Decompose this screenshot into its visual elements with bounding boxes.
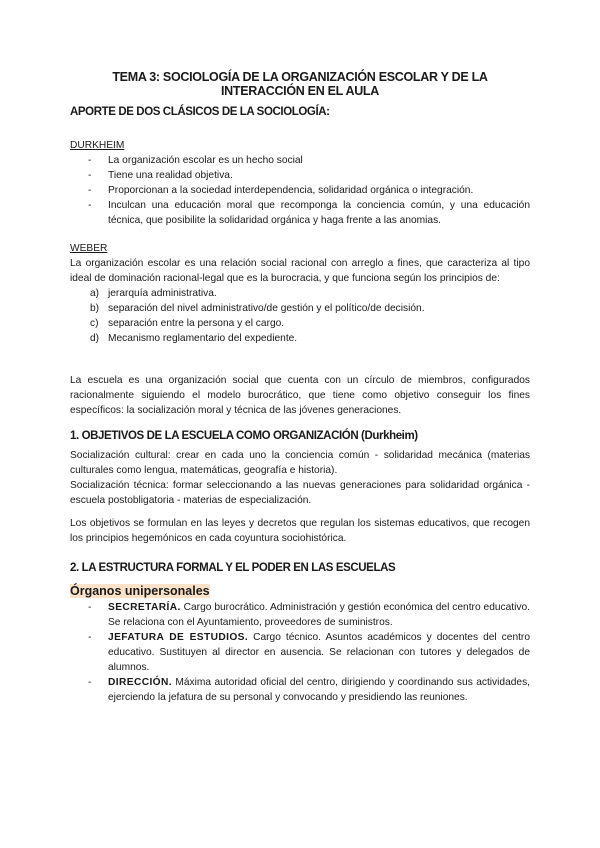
section2-body	[70, 584, 530, 705]
weber-label: WEBER	[70, 243, 108, 254]
document-title: TEMA 3: SOCIOLOGÍA DE LA ORGANIZACIÓN ESCOLAR Y DE LA INTERACCIÓN EN EL AULA	[112, 70, 488, 98]
list-item: c) separación entre la persona y el cargo.	[90, 318, 285, 329]
organos-list	[70, 600, 530, 705]
durkheim-list	[70, 153, 530, 228]
list-item: - SECRETARÍA. Cargo burocrático. Administración y gestión económica del centro educativo. Se relaciona con el Ayuntamiento, proveedores de suministros.	[88, 602, 530, 628]
weber-closing: La escuela es una organización social que cuenta con un círculo de miembros, configurados racionalmente siguiendo el modelo burocrático, que tiene como objetivo conseguir los fines específicos: la socialización moral y técnica de las jóvenes generaciones.	[70, 375, 530, 416]
list-item: a) jerarquía administrativa.	[90, 288, 217, 299]
section1-p3: Los objetivos se formulan en las leyes y decretos que regulan los sistemas educativos, que recogen los principios hegemónicos en cada coyuntura sociohistórica.	[70, 518, 530, 544]
section1-p2: Socialización técnica: formar seleccionando a las nuevas generaciones para solidaridad orgánica - escuela postobligatoria - materias de especialización.	[70, 480, 530, 506]
list-item: - Tiene una realidad objetiva.	[88, 170, 233, 181]
section1-body	[70, 448, 530, 546]
weber-intro: La organización escolar es una relación social racional con arreglo a fines, que caracteriza al tipo ideal de dominación racional-legal que es la burocracia, y que funciona según los principios de:	[70, 258, 530, 284]
list-item: d) Mecanismo reglamentario del expediente.	[90, 333, 298, 344]
list-item: b) separación del nivel administrativo/de gestión y el político/de decisión.	[90, 303, 425, 314]
organos-subheading: Órganos unipersonales	[70, 584, 210, 598]
list-item: - La organización escolar es un hecho social	[88, 155, 303, 166]
section1-p1: Socialización cultural: crear en cada uno la conciencia común - solidaridad mecánica (materias culturales como lengua, matemáticas, geografía e historia).	[70, 450, 530, 476]
list-item: - Proporcionan a la sociedad interdependencia, solidaridad orgánica o integración.	[88, 185, 474, 196]
weber-section	[70, 241, 530, 346]
list-item: - JEFATURA DE ESTUDIOS. Cargo técnico. Asuntos académicos y docentes del centro educativo. Sustituyen al director en ausencia. Se relacionan con tutores y delegados de alumnos.	[88, 632, 530, 673]
section1-heading: 1. OBJETIVOS DE LA ESCUELA COMO ORGANIZACIÓN (Durkheim)	[70, 430, 418, 442]
list-item: - DIRECCIÓN. Máxima autoridad oficial del centro, dirigiendo y coordinando sus actividades, ejerciendo la jefatura de su personal y convocando y presidiendo las reuniones.	[88, 677, 530, 703]
list-item: - Inculcan una educación moral que recomponga la conciencia común, y una educación técnica, que posibilite la solidaridad orgánica y haga frente a las anomias.	[88, 200, 530, 226]
durkheim-label: DURKHEIM	[70, 140, 125, 151]
aporte-heading: APORTE DE DOS CLÁSICOS DE LA SOCIOLOGÍA:	[70, 106, 330, 118]
section2-heading: 2. LA ESTRUCTURA FORMAL Y EL PODER EN LAS ESCUELAS	[70, 562, 396, 574]
durkheim-section	[70, 138, 530, 228]
weber-list	[70, 286, 530, 346]
